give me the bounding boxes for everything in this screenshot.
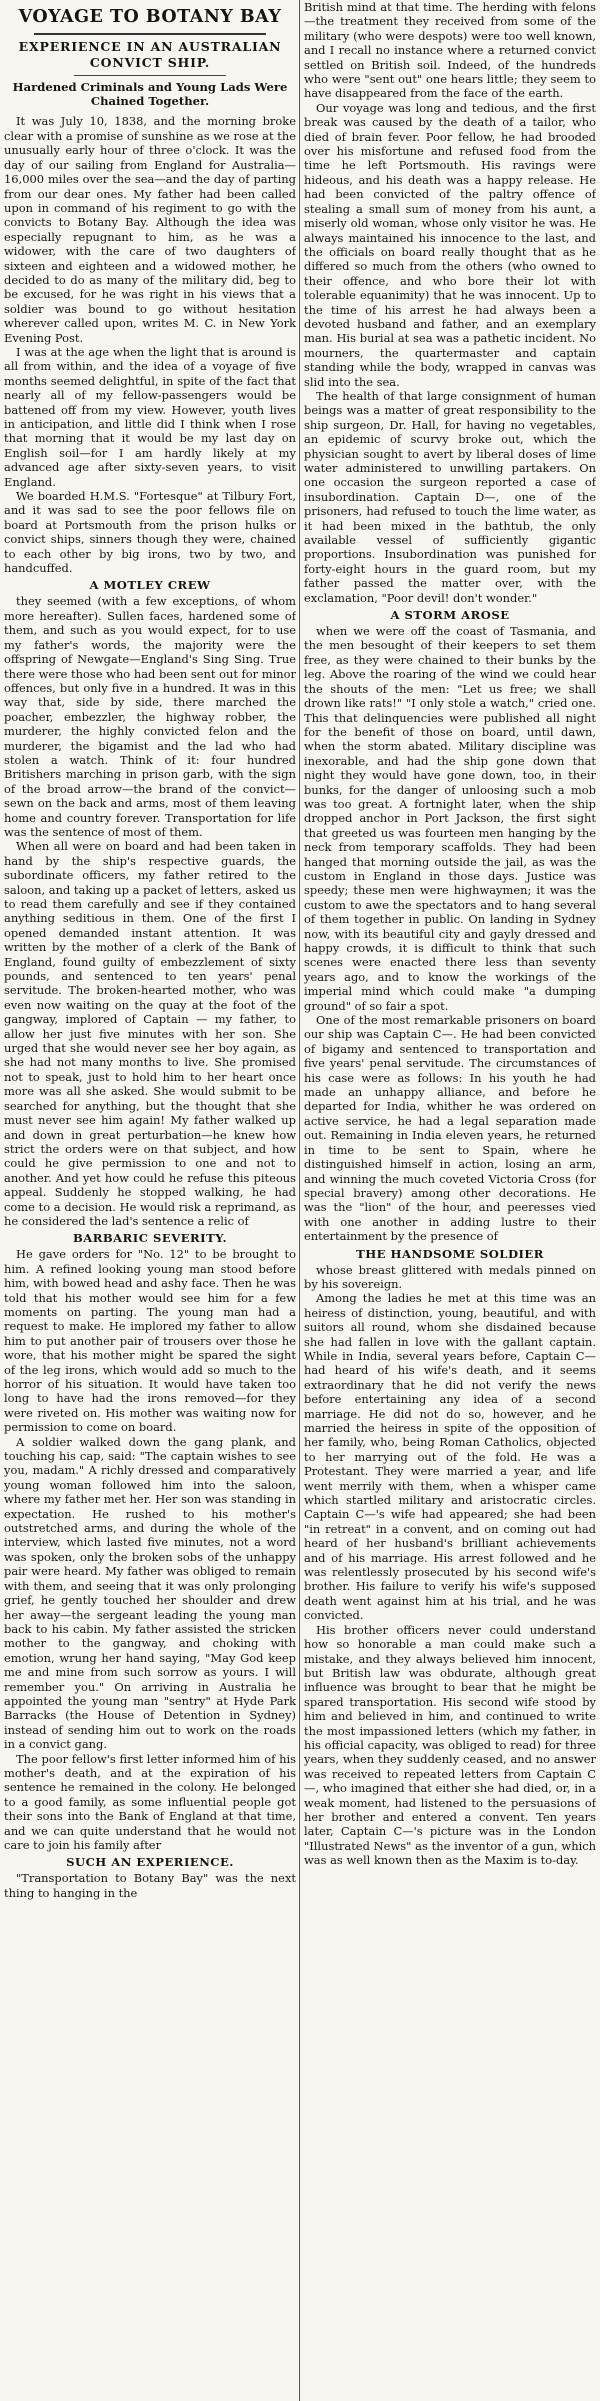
section-crosshead: THE HANDSOME SOLDIER <box>356 1246 544 1261</box>
article-paragraph: they seemed (with a few exceptions, of whom more hereafter). Sullen faces, hardened some of them, and such as you would expect, for to use my father's words, the majority were the offspring of Newgate—England's Sing Sing. True there were those who had been sent out for minor offences, but only five in a hundred. It was in this way that, side by side, there marched the poacher, embezzler, the highway robber, the murderer, the highly convicted felon and the murderer, the bigamist and the lad who had stolen a watch. Think of it: four hundred Britishers marching in prison garb, with the sign of the broad arrow—the brand of the convict—sewn on the back and arms, most of them leaving home and country forever. Transportation for life was the sentence of most of them. <box>4 594 296 839</box>
right-column-body <box>304 0 596 1868</box>
article-paragraph: It was July 10, 1838, and the morning broke clear with a promise of sunshine as we rose at the unusually early hour of three o'clock. It was the day of our sailing from England for Australia—16,000 miles over the sea—and the day of parting from our dear ones. My father had been called upon in command of his regiment to go with the convicts to Botany Bay. Although the idea was especially repugnant to him, as he was a widower, with the care of two daughters of sixteen and eighteen and a widowed mother, he decided to do as many of the military did, beg to be excused, for he was right in his views that a soldier was bound to go without hesitation wherever called upon, writes M. C. in New York Evening Post. <box>4 114 296 345</box>
left-column-body <box>4 114 296 1900</box>
article-paragraph: I was at the age when the light that is around is all from within, and the idea of a voyage of five months seemed delightful, in spite of the fact that nearly all of my fellow-passengers would be battened off from my view. However, youth lives in anticipation, and little did I think when I rose that morning that it would be my last day on English soil—for I am hardly likely at my advanced age after sixty-seven years, to visit England. <box>4 344 296 489</box>
article-paragraph: Among the ladies he met at this time was an heiress of distinction, young, beautiful, and with suitors all round, whom she disdained because she had fallen in love with the gallant captain. While in India, several years before, Captain C— had heard of his wife's death, and it seems extraordinary that he did not verify the news before entertaining any idea of a second marriage. He did not do so, however, and he married the heiress in spite of the opposition of her family, who, being Roman Catholics, objected to her marrying out of the fold. He was a Protestant. They were married a year, and life went merrily with them, when a whisper came which startled military and aristocratic circles. Captain C—'s wife had appeared; she had been "in retreat" in a convent, and on coming out had heard of her husband's brilliant achievements and of his marriage. His arrest followed and he was relentlessly prosecuted by his second wife's brother. His failure to verify his wife's supposed death went against him at his trial, and he was convicted. <box>304 1291 596 1623</box>
section-crosshead: SUCH AN EXPERIENCE. <box>66 1855 234 1870</box>
subhead-rule <box>74 75 226 76</box>
article-deck: Hardened Criminals and Young Lads Were Chained Together. <box>12 79 288 108</box>
article-paragraph: He gave orders for "No. 12" to be brought to him. A refined looking young man stood before him, with bowed head and ashy face. Then he was told that his mother would see him for a few moments on parting. The young man had a request to make. He implored my father to allow him to put another pair of trousers over those he wore, that his mother might be spared the sight of the leg irons, which would add so much to the horror of his situation. It would have taken too long to have had the irons removed—for they were riveted on. His mother was waiting now for permission to come on board. <box>4 1247 296 1435</box>
article-paragraph: His brother officers never could understand how so honorable a man could make such a mistake, and they always believed him innocent, but British law was obdurate, although great influence was brought to bear that he might be spared transportation. His second wife stood by him and believed in him, and continued to write the most impassioned letters (which my father, in his official capacity, was obliged to read) for three years, when they suddenly ceased, and no answer was received to repeated letters from Captain C—, who imagined that either she had died, or, in a weak moment, had listened to the persuasions of her brother and entered a convent. Ten years later, Captain C—'s picture was in the London "Illustrated News" as the inventor of a gun, which was as well known then as the Maxim is to-day. <box>304 1622 596 1868</box>
article-paragraph: "Transportation to Botany Bay" was the next thing to hanging in the <box>4 1871 296 1900</box>
headline-rule <box>34 33 266 35</box>
article-paragraph: We boarded H.M.S. "Fortesque" at Tilbury Fort, and it was sad to see the poor fellows file on board at Portsmouth from the prison hulks or convict ships, sinners though they were, chained to each other by big irons, two by two, and handcuffed. <box>4 489 296 576</box>
article-paragraph: The poor fellow's first letter informed him of his mother's death, and at the expiration of his sentence he remained in the colony. He belonged to a good family, as some influential people got their sons into the Bank of England at that time, and we can quite understand that he would not care to join his family after <box>4 1751 296 1852</box>
article-paragraph: When all were on board and had been taken in hand by the ship's respective guards, the subordinate officers, my father retired to the saloon, and taking up a packet of letters, asked us to read them carefully and see if they contained anything seditious in them. One of the first I opened demanded instant attention. It was written by the mother of a clerk of the Bank of England, found guilty of embezzlement of sixty pounds, and sentenced to ten years' penal servitude. The broken-hearted mother, who was even now waiting on the quay at the foot of the gangway, implored of Captain — my father, to allow her just five minutes with her son. She urged that she would never see her boy again, as she had not many months to live. She promised not to speak, just to hold him to her heart once more was all she asked. She would submit to be searched for anything, but the thought that she must never see him again! My father walked up and down in great perturbation—he knew how strict the orders were on that subject, and how could he give permission to one and not to another. And yet how could he refuse this piteous appeal. Suddenly he stopped walking, he had come to a decision. He would risk a reprimand, as he considered the lad's sentence a relic of <box>4 839 296 1228</box>
right-column <box>304 0 596 2401</box>
article-paragraph: The health of that large consignment of human beings was a matter of great responsibility to the ship surgeon, Dr. Hall, for having no vegetables, an epidemic of scurvy broke out, which the physician sought to avert by liberal doses of lime water administered to unwilling partakers. On one occasion the surgeon reported a case of insubordination. Captain D—, one of the prisoners, had refused to touch the lime water, as it had been mixed in the bathtub, the only available vessel of sufficiently gigantic proportions. Insubordination was punished for forty-eight hours in the guard room, but my father passed the matter over, with the exclamation, "Poor devil! don't wonder." <box>304 388 596 605</box>
left-column <box>4 0 296 2401</box>
article-paragraph: whose breast glittered with medals pinned on by his sovereign. <box>304 1262 596 1291</box>
article-paragraph: One of the most remarkable prisoners on board our ship was Captain C—. He had been convicted of bigamy and sentenced to transportation and five years' penal servitude. The circumstances of his case were as follows: In his youth he had made an unhappy alliance, and before he departed for India, whither he was ordered on active service, he had a legal separation made out. Remaining in India eleven years, he returned in time to be sent to Spain, where he distinguished himself in action, losing an arm, and winning the much coveted Victoria Cross (for special bravery) among other decorations. He was the "lion" of the hour, and peeresses vied with one another in adding lustre to their entertainment by the presence of <box>304 1013 596 1244</box>
article-paragraph: when we were off the coast of Tasmania, and the men besought of their keepers to set them free, as they were chained to their bunks by the leg. Above the roaring of the wind we could hear the shouts of the men: "Let us free; we shall drown like rats!" "I only stole a watch," cried one. This that delinquencies were published all night for the benefit of those on board, until dawn, when the storm abated. Military discipline was inexorable, and had the ship gone down that night they would have gone down, too, in their bunks, for the danger of unloosing such a mob was too great. A fortnight later, when the ship dropped anchor in Port Jackson, the first sight that greeted us was fourteen men hanging by the neck from temporary scaffolds. They had been hanged that morning outside the jail, as was the custom in England in those days. Justice was speedy; these men were highwaymen; it was the custom to awe the spectators and to hang several of them together in public. On landing in Sydney now, with its beautiful city and gayly dressed and happy crowds, it is difficult to think that such scenes were enacted there less than seventy years ago, and to know the workings of the imperial mind which could make "a dumping ground" of so fair a spot. <box>304 624 596 1013</box>
column-divider <box>299 0 300 2401</box>
article-headline: VOYAGE TO BOTANY BAY <box>18 7 282 27</box>
article-subhead: EXPERIENCE IN AN AUSTRALIAN CONVICT SHIP. <box>18 39 282 70</box>
article-paragraph: British mind at that time. The herding with felons—the treatment they received from some of the military (who were despots) were too well known, and I recall no instance where a returned convict settled on British soil. Indeed, of the hundreds who were "sent out" one hears little; they seem to have disappeared from the face of the earth. <box>304 0 596 101</box>
section-crosshead: A STORM AROSE <box>390 608 510 623</box>
article-paragraph: Our voyage was long and tedious, and the first break was caused by the death of a tailor, who died of brain fever. Poor fellow, he had brooded over his misfortune and refused food from the time he left Portsmouth. His ravings were hideous, and his death was a happy release. He had been convicted of the paltry offence of stealing a small sum of money from his aunt, a miserly old woman, whose only visitor he was. He always maintained his innocence to the last, and the officials on board really thought that as he differed so much from the others (who owned to their offence, and who bore their lot with tolerable equanimity) that he was innocent. Up to the time of his arrest he had always been a devoted husband and father, and an exemplary man. His burial at sea was a pathetic incident. No mourners, the quartermaster and captain standing while the body, wrapped in canvas was slid into the sea. <box>304 100 596 389</box>
article-paragraph: A soldier walked down the gang plank, and touching his cap, said: "The captain wishes to see you, madam." A richly dressed and comparatively young woman followed him into the saloon, where my father met her. Her son was standing in expectation. He rushed to his mother's outstretched arms, and during the whole of the interview, which lasted five minutes, not a word was spoken, only the broken sobs of the unhappy pair were heard. My father was obliged to remain with them, and seeing that it was only prolonging grief, he gently touched her shoulder and drew her away—the sergeant leading the young man back to his cabin. My father assisted the stricken mother to the gangway, and choking with emotion, wrung her hand saying, "May God keep me and mine from such sorrow as yours. I will remember you." On arriving in Australia he appointed the young man "sentry" at Hyde Park Barracks (the House of Detention in Sydney) instead of sending him out to work on the roads in a convict gang. <box>4 1434 296 1752</box>
section-crosshead: BARBARIC SEVERITY. <box>72 1231 228 1246</box>
section-crosshead: A MOTLEY CREW <box>89 578 211 593</box>
